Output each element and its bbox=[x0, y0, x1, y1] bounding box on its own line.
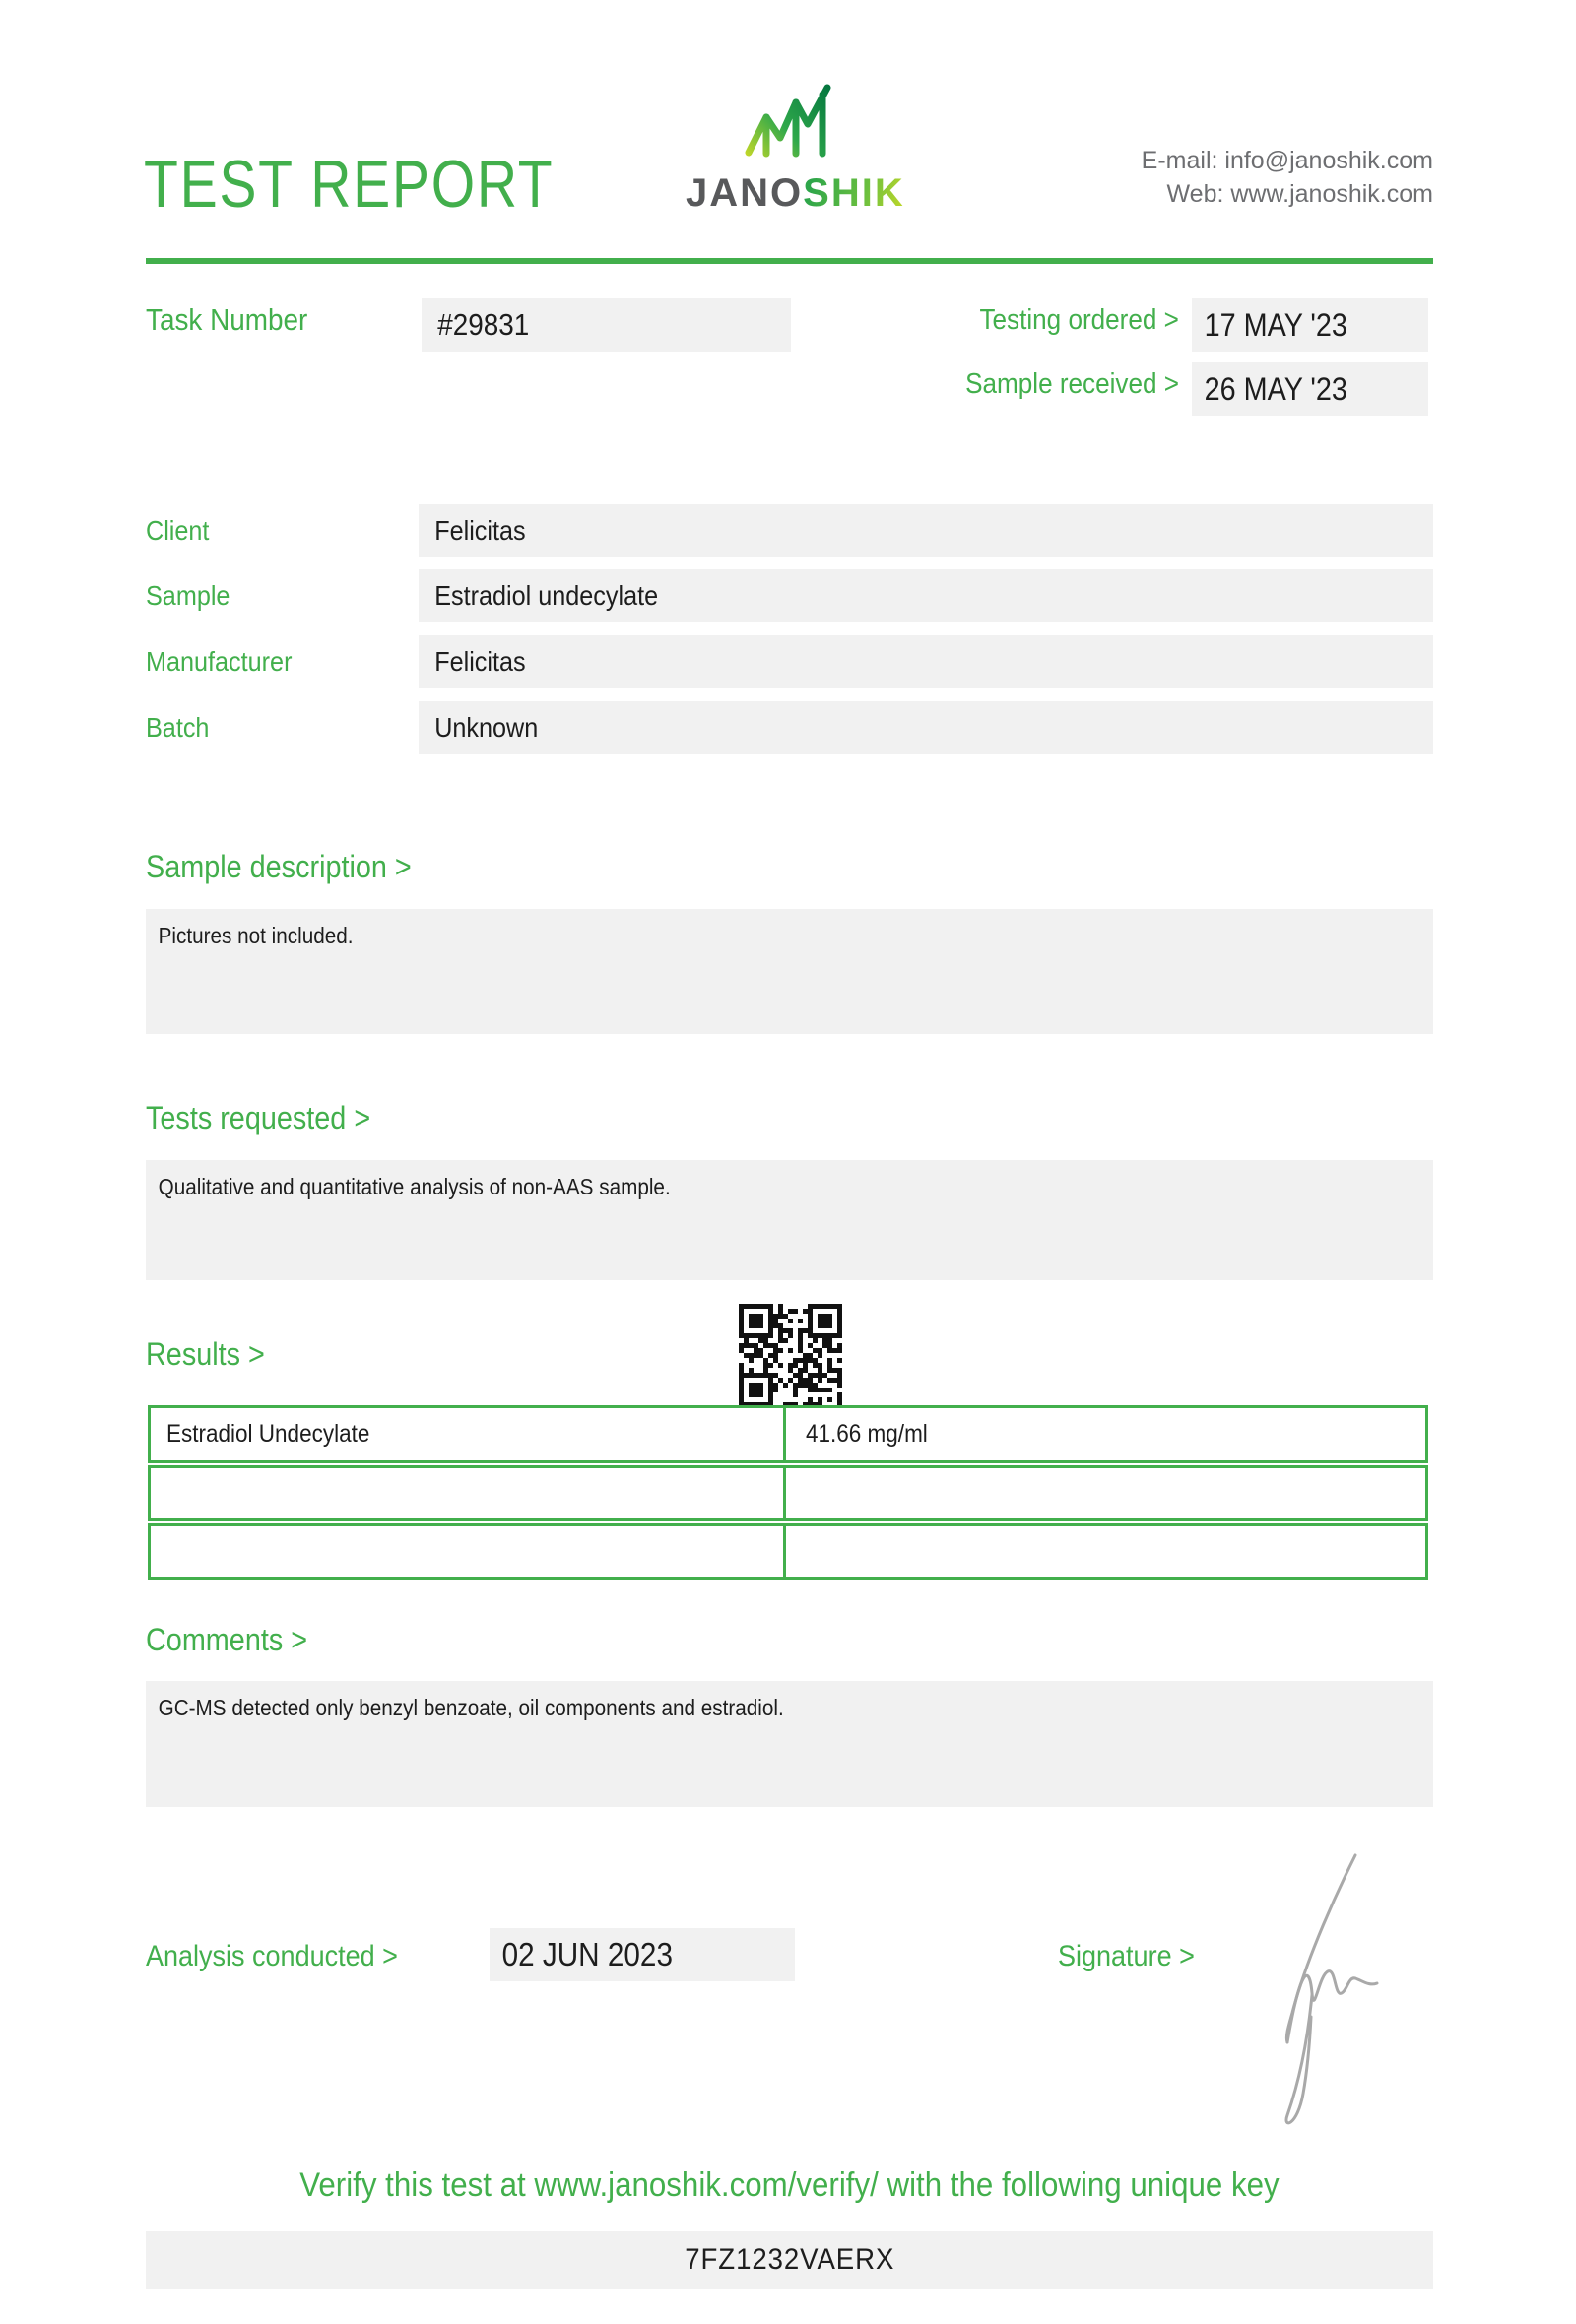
batch-label: Batch bbox=[146, 712, 210, 742]
header-divider bbox=[146, 258, 1433, 264]
signature-label: Signature > bbox=[1058, 1940, 1195, 1972]
contact-email: E-mail: info@janoshik.com bbox=[1141, 147, 1433, 174]
result-value bbox=[786, 1468, 1425, 1518]
testing-ordered-label: Testing ordered > bbox=[979, 304, 1179, 336]
sample-received-value: 26 MAY '23 bbox=[1192, 362, 1428, 416]
result-name bbox=[151, 1526, 786, 1577]
manufacturer-label: Manufacturer bbox=[146, 646, 293, 677]
qr-code bbox=[739, 1304, 842, 1407]
batch-value: Unknown bbox=[419, 701, 1433, 754]
results-table-row-3 bbox=[148, 1523, 1428, 1580]
signature-handwriting bbox=[1253, 1847, 1401, 2138]
task-number-label: Task Number bbox=[146, 302, 308, 337]
sample-received-label: Sample received > bbox=[965, 368, 1179, 400]
contact-web: Web: www.janoshik.com bbox=[1166, 180, 1433, 208]
janoshik-wordmark bbox=[686, 171, 905, 216]
janoshik-chart-logo-icon bbox=[742, 81, 832, 161]
sample-description-box: Pictures not included. bbox=[146, 909, 1433, 1034]
sample-label: Sample bbox=[146, 580, 230, 611]
manufacturer-value: Felicitas bbox=[419, 635, 1433, 688]
result-name: Estradiol Undecylate bbox=[151, 1408, 786, 1460]
page-title: TEST REPORT bbox=[144, 147, 555, 222]
analysis-conducted-label: Analysis conducted > bbox=[146, 1940, 398, 1972]
verify-instruction: Verify this test at www.janoshik.com/verify/ with the following unique key bbox=[299, 2166, 1280, 2204]
result-value bbox=[786, 1526, 1425, 1577]
testing-ordered-value: 17 MAY '23 bbox=[1192, 298, 1428, 352]
contact-block bbox=[1142, 144, 1433, 211]
sample-value: Estradiol undecylate bbox=[419, 569, 1433, 622]
sample-description-heading: Sample description > bbox=[146, 849, 412, 884]
comments-box: GC-MS detected only benzyl benzoate, oil components and estradiol. bbox=[146, 1681, 1433, 1807]
results-heading: Results > bbox=[146, 1336, 265, 1372]
wordmark-green-part: SHIK bbox=[803, 171, 905, 215]
client-label: Client bbox=[146, 515, 210, 546]
results-table-row-2 bbox=[148, 1465, 1428, 1521]
comments-heading: Comments > bbox=[146, 1622, 308, 1657]
unique-key-value: 7FZ1232VAERX bbox=[146, 2231, 1433, 2289]
tests-requested-box: Qualitative and quantitative analysis of non-AAS sample. bbox=[146, 1160, 1433, 1280]
wordmark-gray-part: JANO bbox=[686, 171, 804, 215]
tests-requested-heading: Tests requested > bbox=[146, 1100, 371, 1135]
result-name bbox=[151, 1468, 786, 1518]
task-number-value: #29831 bbox=[422, 298, 791, 352]
result-value: 41.66 mg/ml bbox=[806, 1420, 928, 1448]
analysis-conducted-value: 02 JUN 2023 bbox=[490, 1928, 795, 1981]
results-table-row-1 bbox=[148, 1405, 1428, 1463]
client-value: Felicitas bbox=[419, 504, 1433, 557]
